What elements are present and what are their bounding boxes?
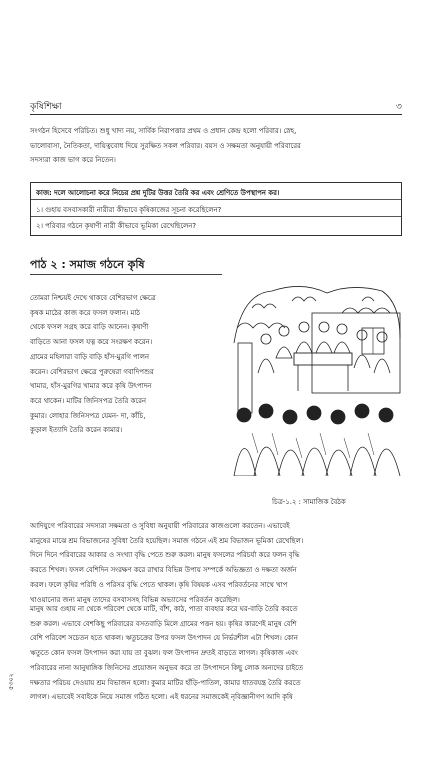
text-line: লাগল। এভাবেই সবাইকে নিয়ে সমাজ গঠিত হলো। এই ধরনের সমাজকেই নৃবিজ্ঞানীগণ আদি কৃষি xyxy=(30,693,293,702)
task-question-2: ২। পরিবার গঠনে কৃষাণী নারী কীভাবে ভূমিকা রেখেছিলেন? xyxy=(36,222,197,230)
social-meeting-illustration xyxy=(232,283,402,476)
left-column-paragraph xyxy=(30,291,222,438)
intro-paragraph xyxy=(30,124,402,168)
side-print-code: ৫৩০২ xyxy=(7,673,15,690)
section-title: পাঠ ২ : সমাজ গঠনে কৃষি xyxy=(30,258,145,271)
task-divider xyxy=(31,216,401,217)
text-line: বাড়িতে আনা ফসল যত্ন করে সংরক্ষণ করেন। xyxy=(30,338,153,347)
text-line: থেকে ফসল সগ্রহ করে বাড়ি আনেন। কৃষাণী xyxy=(30,323,149,332)
text-line: আদিযুগে পরিবারের সদস্যরা সক্ষমতা ও সুবিধা অনুযায়ী পরিবারের কাজগুলো করতেন। এভাবেই xyxy=(30,522,290,530)
running-header-title: কৃষিশিক্ষা xyxy=(30,102,62,112)
task-divider xyxy=(31,199,401,200)
text-line: কৃষক মাঠের কাজ করে ফসল ফলান। মাঠ xyxy=(30,308,140,317)
text-line: মানুষ আর গুহায় না থেকে পরিবেশ থেকে মাটি, বাঁশ, কাঠ, পাতা ব্যবহার করে ঘর-বাড়ি তৈরি করতে xyxy=(30,605,298,613)
text-line: করেন। বেশিরভাগ ক্ষেত্রে পুরুষেরা গবাদিপশুর xyxy=(30,367,154,376)
text-line: গ্রামের মহিলারা বাড়ি বাড়ি হাঁস-মুরগি পালন xyxy=(30,352,149,361)
text-line: কুমার। লোহার জিনিসপত্র যেমন- দা, কাঁচি, xyxy=(30,411,146,420)
text-line: কুড়াল ইত্যাদি তৈরি করেন কামার। xyxy=(30,426,123,435)
text-line: মানুষের মাঝে শ্রম বিভাজনের সুবিধা তৈরি হয়েছিল। সমাজ গঠনে এই শ্রম বিভাজন ভূমিকা রেখেছিল। xyxy=(30,536,304,545)
body-paragraph xyxy=(30,519,402,607)
text-line: সদস্যরা কাজ ভাগ করে নিতেন। xyxy=(30,156,116,165)
task-question-1: ১। গুহায় বসবাসকারী নারীরা কীভাবে কৃষিকাজের সূচনা করেছিলেন? xyxy=(36,206,222,214)
text-line: দিনে দিনে পরিবারের আকার ও সংখ্যা বৃদ্ধি পেতে শুরু করল। মানুষ ফসলের পরিচর্যা করে ফলন বৃদ্ধি xyxy=(30,551,300,560)
task-box xyxy=(30,182,402,236)
section-title-underline xyxy=(30,274,222,275)
page-number: ৩ xyxy=(396,102,402,112)
text-line: সংগঠন হিসেবে পরিচিত। শুধু খাদ্য নয়, সার্বিক নিরাপত্তার প্রথম ও প্রধান কেন্দ্র হলো পরিবার। স্নেহ, xyxy=(30,127,297,135)
text-line: খামার, হাঁস-মুরগির খামার করে কৃষি উৎপাদন xyxy=(30,382,152,391)
text-line: পরিবারের নানা আনুষাঙ্গিক জিনিসের প্রয়োজন অনুভব করে তা উৎপাদনে কিছু লোক অন্যদের চাইতে xyxy=(30,663,304,672)
task-instruction: কাজ: দলে আলোচনা করে নিচের প্রশ্ন দুটির উত্তর তৈরি কর এবং শ্রেণিতে উপস্থাপন কর। xyxy=(36,189,280,197)
text-line: ঋতুতে কোন ফসল উৎপাদন করা যায় তা বুঝল। ফল উৎপাদন দ্রুতই বাড়তে লাগল। কৃষিকাজ এবং xyxy=(30,649,298,658)
figure-caption: চিত্র-১.২ : সামাজিক বৈঠক xyxy=(272,498,346,506)
text-line: ভালোবাসা, নৈতিকতা, দায়িত্ববোধ দিয়ে সুরক্ষিত সকল পরিবার। বয়স ও সক্ষমতা অনুযায়ী পরিবারের xyxy=(30,141,301,150)
text-line: দক্ষতার পরিচয় দেওয়ায় শ্রম বিভাজন হলো। কুমার মাটির হাঁড়ি-পাতিল, কামার ধাতবযন্ত্র তৈরি করতে xyxy=(30,678,301,687)
text-line: করল। ফলে কৃষির পরিধি ও পরিসর বৃদ্ধি পেতে থাকল। কৃষি বিষয়ক এসব পরিবর্তনের সাথে খাপ xyxy=(30,580,288,589)
text-line: বেশি পরিবেশ সচেতন হতে থাকল। ঋতুচক্রের উপর ফসল উৎপাদন যে নির্ভরশীল এটা শিখল। কোন xyxy=(30,634,298,643)
header-divider xyxy=(30,114,402,115)
text-line: তোমরা নিশ্চয়ই দেখে থাকবে বেশিরভাগ ক্ষেত্রে xyxy=(30,294,156,302)
text-line: খাওয়ানোর জন্য মানুষ তাদের বসবাসসহ বিভিন্ন অভ্যাসের পরিবর্তন করেছিল। xyxy=(30,595,240,604)
body-paragraph xyxy=(30,602,402,705)
text-line: করে থাকেন। মাটির জিনিসপত্র তৈরি করেন xyxy=(30,396,147,405)
text-line: করতে শিখল। ফসল বেশিদিন সংরক্ষণ করে রাখার বিভিন্ন উপায় সম্পর্কে অভিজ্ঞতা ও দক্ষতা অর্জন xyxy=(30,566,297,575)
text-line: শুরু করল। এভাবে বেশকিছু পরিবারের বসতবাড়ি মিলে গ্রামের পত্তন হয়। কৃষির কারণেই মানুষ বেশি xyxy=(30,619,297,628)
